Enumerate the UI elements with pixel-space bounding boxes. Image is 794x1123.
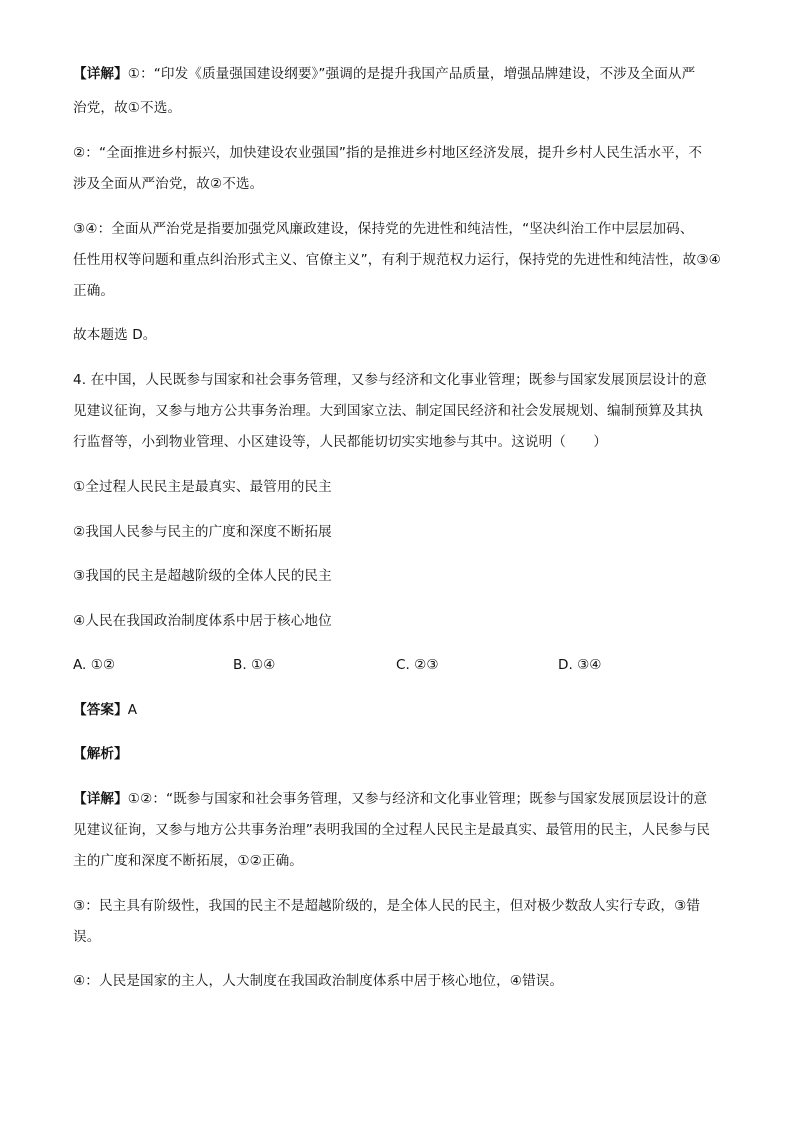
detail-paragraph-3-line-1: ③④：全面从严治党是指要加强党风廉政建设，保持党的先进性和纯洁性，“坚决纠治工作中层层加码、 xyxy=(73,221,694,237)
q4-detail-paragraph-2-line-2: 误。 xyxy=(73,929,101,945)
q4-detail-paragraph-1-line-2: 见建议征询，又参与地方公共事务治理”表明我国的全过程人民民主是最真实、最管用的民主，人民参与民 xyxy=(73,822,711,838)
q4-detail-tag: 【详解】 xyxy=(73,791,128,807)
answer-value: A xyxy=(127,702,138,718)
question-4-line-1: 4. 在中国，人民既参与国家和社会事务管理，又参与经济和文化事业管理；既参与国家发展顶层设计的意 xyxy=(73,372,707,388)
detail-paragraph-3-line-2: 任性用权等问题和重点纠治形式主义、官僚主义”，有利于规范权力运行，保持党的先进性和纯洁性，故③④ xyxy=(73,252,721,268)
statement-1: ①全过程人民民主是最真实、最管用的民主 xyxy=(73,479,332,495)
q4-detail-paragraph-1-line-1 xyxy=(73,789,707,809)
detail-paragraph-1-line-2: 治党，故①不选。 xyxy=(73,100,182,116)
detail-tag: 【详解】 xyxy=(73,66,128,82)
detail-paragraph-2-line-1: ②：“全面推进乡村振兴，加快建设农业强国”指的是推进乡村地区经济发展，提升乡村人民生活水平，不 xyxy=(73,145,703,161)
detail-paragraph-1-line-1 xyxy=(73,64,695,84)
q4-detail-text: ①②：“既参与国家和社会事务管理，又参与经济和文化事业管理；既参与国家发展顶层设计的意 xyxy=(127,791,708,807)
analysis-heading xyxy=(73,744,128,764)
question-4-line-3: 行监督等，小到物业管理、小区建设等，人民都能切切实实地参与其中。这说明（ ） xyxy=(73,434,608,450)
answer-line xyxy=(73,700,137,720)
conclusion-line: 故本题选 D。 xyxy=(73,327,157,343)
detail-paragraph-3-line-3: 正确。 xyxy=(73,283,115,299)
option-d: D. ③④ xyxy=(558,657,602,673)
statement-3: ③我国的民主是超越阶级的全体人民的民主 xyxy=(73,568,332,584)
statement-2: ②我国人民参与民主的广度和深度不断拓展 xyxy=(73,524,332,540)
detail-paragraph-2-line-2: 涉及全面从严治党，故②不选。 xyxy=(73,176,264,192)
statement-4: ④人民在我国政治制度体系中居于核心地位 xyxy=(73,613,332,629)
question-4-line-2: 见建议征询，又参与地方公共事务治理。大到国家立法、制定国民经济和社会发展规划、编制预算及其执 xyxy=(73,403,703,419)
q4-detail-paragraph-3: ④：人民是国家的主人，人大制度在我国政治制度体系中居于核心地位，④错误。 xyxy=(73,973,564,989)
q4-detail-paragraph-1-line-3: 主的广度和深度不断拓展，①②正确。 xyxy=(73,853,303,869)
analysis-tag: 【解析】 xyxy=(73,746,128,762)
option-b: B. ①④ xyxy=(233,657,276,673)
detail-text: ①：“印发《质量强国建设纲要》”强调的是提升我国产品质量，增强品牌建设，不涉及全面从严 xyxy=(127,66,696,82)
q4-detail-paragraph-2-line-1: ③：民主具有阶级性，我国的民主不是超越阶级的，是全体人民的民主，但对极少数敌人实行专政，③错 xyxy=(73,898,701,914)
option-a: A. ①② xyxy=(73,657,116,673)
answer-tag: 【答案】 xyxy=(73,702,128,718)
option-c: C. ②③ xyxy=(396,657,439,673)
